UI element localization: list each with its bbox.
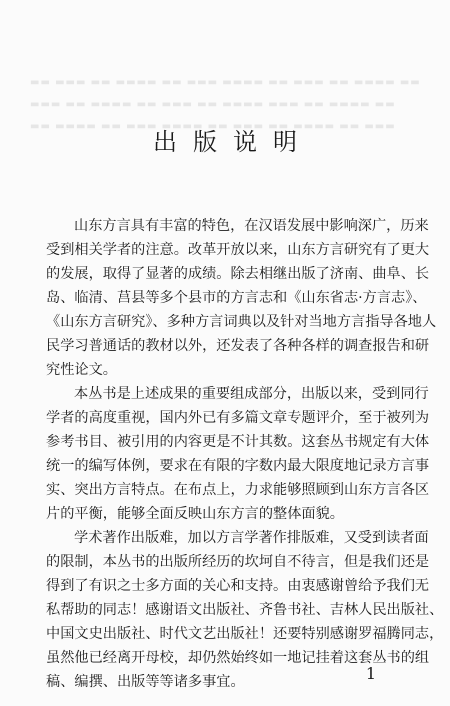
text-line: 片的平衡，能够全面反映山东方言的整体面貌。 <box>46 506 344 522</box>
text-line: 统一的编写体例，要求在有限的字数内最大限度地记录方言事 <box>46 458 430 474</box>
text-line: 参考书目、被引用的内容更是不计其数。这套丛书规定有大体 <box>46 434 430 450</box>
paragraph <box>46 526 444 694</box>
body-text <box>46 214 444 694</box>
paragraph <box>46 214 436 382</box>
paragraph <box>46 382 436 526</box>
text-line: 究性论文。 <box>46 362 117 378</box>
text-line: 的发展，取得了显著的成绩。除去相继出版了济南、曲阜、长 <box>46 266 430 282</box>
text-line: 中国文史出版社、时代文艺出版社！还要特别感谢罗福腾同志， <box>46 626 444 642</box>
page-title: 出版说明 <box>153 128 313 156</box>
show-through-text: ▬▬ ▬▬▬ ▬▬ ▬▬▬▬ ▬▬ ▬▬▬ ▬▬▬▬ ▬▬ ▬▬▬ ▬▬ ▬▬▬▬ ▬▬ ▬▬▬ ▬▬ ▬▬▬▬ ▬▬ ▬▬▬ ▬▬ ▬▬▬▬ ▬▬▬ ▬▬ ▬▬▬▬ ▬▬ ▬▬ ▬▬▬▬ ▬▬ ▬▬▬ ▬▬▬▬ ▬▬ ▬▬▬ ▬▬ ▬▬▬▬ ▬▬ ▬▬▬ <box>30 77 421 132</box>
text-line: 《山东方言研究》、多种方言词典以及针对当地方言指导各地人 <box>46 314 437 330</box>
text-line: 稿、编撰、出版等等诸多事宜。 <box>46 674 245 690</box>
text-line: 受到相关学者的注意。改革开放以来，山东方言研究有了更大 <box>46 242 430 258</box>
page-number: 1 <box>365 664 376 683</box>
text-line: 本丛书是上述成果的重要组成部分，出版以来，受到同行 <box>74 386 429 402</box>
text-line: 得到了有识之士多方面的关心和支持。由衷感谢曾给予我们无 <box>46 578 430 594</box>
text-line: 的限制，本丛书的出版所经历的坎坷自不待言，但是我们还是 <box>46 554 430 570</box>
text-line: 山东方言具有丰富的特色，在汉语发展中影响深广，历来 <box>74 218 429 234</box>
text-line: 岛、临清、莒县等多个县市的方言志和《山东省志·方言志》、 <box>46 290 427 306</box>
text-line: 民学习普通话的教材以外，还发表了各种各样的调查报告和研 <box>46 338 430 354</box>
text-line: 实、突出方言特点。在布点上，力求能够照顾到山东方言各区 <box>46 482 430 498</box>
text-line: 学术著作出版难，加以方言学著作排版难，又受到读者面 <box>74 530 429 546</box>
text-line: 学者的高度重视，国内外已有多篇文章专题评介，至于被列为 <box>46 410 430 426</box>
text-line: 虽然他已经离开母校，却仍然始终如一地记挂着这套丛书的组 <box>46 650 430 666</box>
text-line: 私帮助的同志！感谢语文出版社、齐鲁书社、吉林人民出版社、 <box>46 602 444 618</box>
